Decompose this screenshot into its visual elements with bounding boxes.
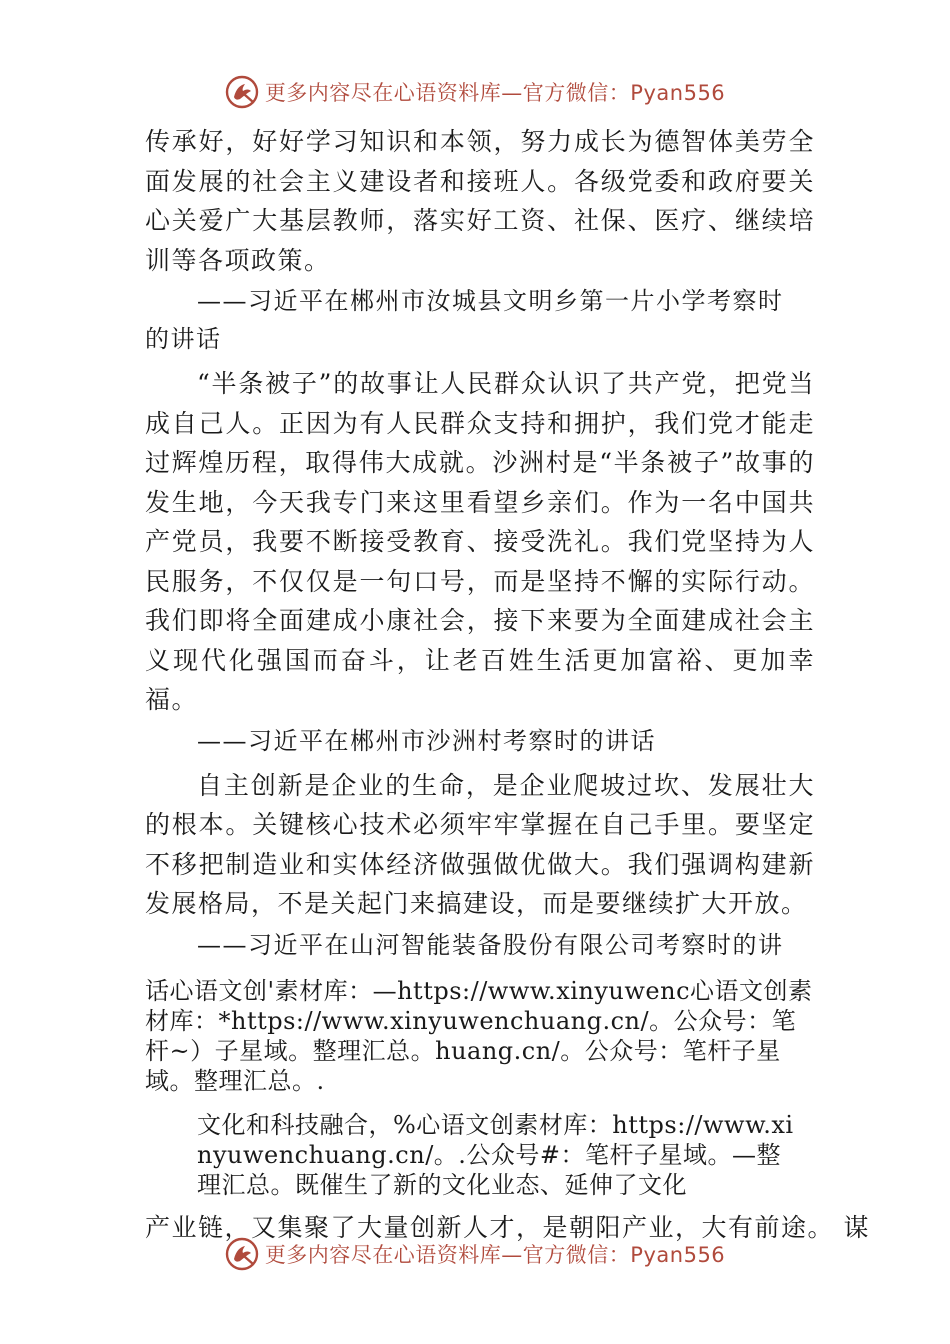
banner-text: 更多内容尽在心语资料库—官方微信：Pyan556 bbox=[264, 81, 726, 105]
source-line-3 bbox=[145, 926, 815, 964]
paragraph-4: 产业链，又集聚了大量创新人才，是朝阳产业，大有前途。 谋 bbox=[145, 1212, 870, 1242]
paragraph-1: 传承好，好好学习知识和本领，努力成长为德智体美劳全面发展的社会主义建设者和接班人。各级党委和政府要关心关爱广大基层教师，落实好工资、社保、医疗、继续培训等各项政策。 bbox=[145, 127, 815, 275]
header-banner bbox=[0, 70, 950, 114]
footer-banner bbox=[0, 1232, 950, 1276]
document-body bbox=[145, 122, 870, 1247]
source-line-1 bbox=[145, 282, 815, 358]
source-line-1-a: ——习近平在郴州市汝城县文明乡第一片小学考察时 bbox=[197, 287, 784, 315]
source-line-2 bbox=[145, 722, 815, 760]
hand-logo-icon bbox=[225, 1237, 259, 1271]
source-line-1-b: 的讲话 bbox=[145, 325, 222, 353]
watermark-text-1: 话心语文创'素材库：—https://www.xinyuwenc心语文创素材库：*https://www.xinyuwenchuang.cn/。公众号：笔杆~）子星域。整理汇总。huang.cn/。公众号：笔杆子星域。整理汇总。. bbox=[145, 976, 813, 1095]
hand-logo-icon bbox=[225, 75, 259, 109]
watermark-text-2: 文化和科技融合，%心语文创素材库：https://www.xinyuwenchuang.cn/。.公众号#：笔杆子星域。—整理汇总。既催生了新的文化业态、延伸了文化 bbox=[197, 1110, 794, 1199]
source-line-2-a: ——习近平在郴州市沙洲村考察时的讲话 bbox=[197, 726, 656, 755]
source-line-3-a: ——习近平在山河智能装备股份有限公司考察时的讲 bbox=[197, 930, 784, 959]
paragraph-3: 自主创新是企业的生命，是企业爬坡过坎、发展壮大的根本。关键核心技术必须牢牢掌握在自己手里。要坚定不移把制造业和实体经济做强做优做大。我们强调构建新发展格局，不是关起门来搞建设，而是要继续扩大开放。 bbox=[145, 770, 815, 918]
paragraph-2: “半条被子”的故事让人民群众认识了共产党，把党当成自己人。正因为有人民群众支持和拥护，我们党才能走过辉煌历程，取得伟大成就。沙洲村是“半条被子”故事的发生地，今天我专门来这里看望乡亲们。作为一名中国共产党员，我要不断接受教育、接受洗礼。我们党坚持为人民服务，不仅仅是一句口号，而是坚持不懈的实际行动。我们即将全面建成小康社会，接下来要为全面建成社会主义现代化强国而奋斗，让老百姓生活更加富裕、更加幸福。 bbox=[145, 369, 815, 714]
banner-text: 更多内容尽在心语资料库—官方微信：Pyan556 bbox=[264, 1243, 726, 1267]
